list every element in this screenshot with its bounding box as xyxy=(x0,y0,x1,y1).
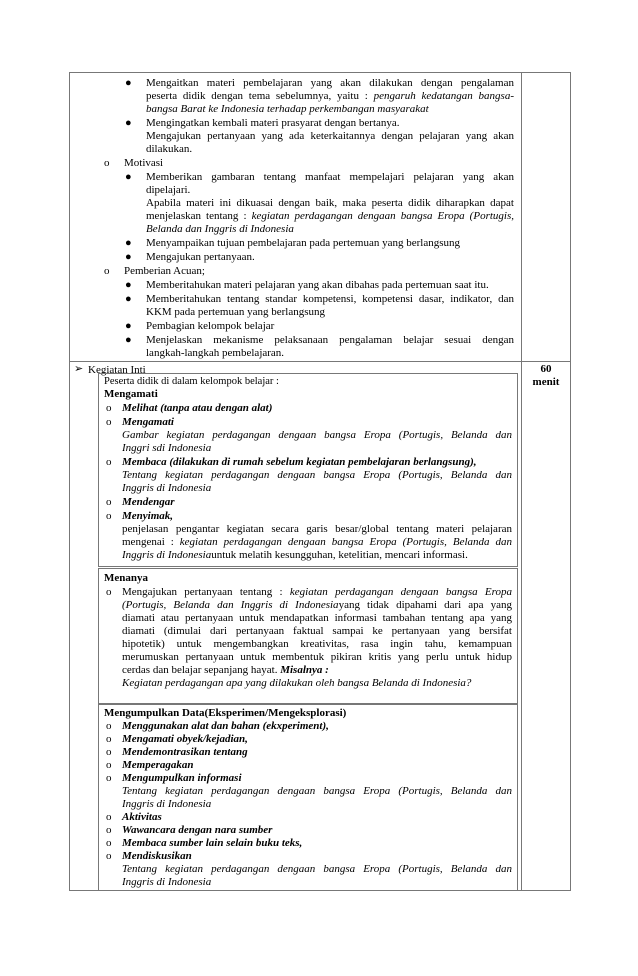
text-line: Belanda dan Inggris di Indonesia xyxy=(146,223,294,235)
text-line: Tentang kegiatan perdagangan dengaan bangsa Eropa (Portugis, Belanda dan xyxy=(122,863,512,875)
text-line: Mengajukan pertanyaan yang ada keterkaitannya dengan pelajaran yang akan xyxy=(146,130,514,142)
circle-bullet-icon: o xyxy=(106,772,112,784)
bullet-icon: ● xyxy=(125,251,132,263)
circle-bullet-icon: o xyxy=(106,837,112,849)
text-line: Inggri sdi Indonesia xyxy=(122,442,212,454)
text-line: Menjelaskan mekanisme pelaksanaan pengalaman belajar sesuai dengan xyxy=(146,334,514,346)
arrow-bullet-icon: ➢ xyxy=(74,363,84,375)
list-item: Mengumpulkan informasi xyxy=(122,772,242,784)
text-line: Memberitahukan tentang standar kompetensi, kompetensi dasar, indikator, dan xyxy=(146,293,514,305)
text-line: (Portugis, Belanda dan Inggris di Indonesiayang tidak dipahami dari apa yang xyxy=(122,599,512,611)
mengamati-title: Mengamati xyxy=(104,388,158,400)
circle-bullet-icon: o xyxy=(106,510,112,522)
menanya-title: Menanya xyxy=(104,572,148,584)
text-line: KKM pada pertemuan yang berlangsung xyxy=(146,306,326,318)
table-column-divider xyxy=(521,72,522,890)
circle-bullet-icon: o xyxy=(106,402,112,414)
text-line: diamati (dimulai dari pertanyaan faktual sampai ke pertanyaan yang bersifat xyxy=(122,625,512,637)
list-item: Mendemontrasikan tentang xyxy=(122,746,248,758)
text-line: Pembagian kelompok belajar xyxy=(146,320,275,332)
text-line: Mengajukan pertanyaan tentang : kegiatan perdagangan dengaan bangsa Eropa xyxy=(122,586,513,598)
text-line: Mengajukan pertanyaan. xyxy=(146,251,255,263)
text-line: Inggris di Indonesia xyxy=(122,482,212,494)
list-item: Mengamati obyek/kejadian, xyxy=(122,733,248,745)
circle-bullet-icon: o xyxy=(106,496,112,508)
list-item: Menggunakan alat dan bahan (ekxperiment), xyxy=(122,720,329,732)
bullet-icon: ● xyxy=(125,77,132,89)
circle-bullet-icon: o xyxy=(106,759,112,771)
circle-bullet-icon: o xyxy=(106,586,112,598)
intro-text: Peserta didik di dalam kelompok belajar : xyxy=(104,376,279,387)
text-line: mengenai : kegiatan perdagangan dengaan bangsa Eropa (Portugis, Belanda dan xyxy=(122,536,512,548)
text-line: Inggris di Indonesia xyxy=(122,798,212,810)
circle-bullet-icon: o xyxy=(106,824,112,836)
circle-bullet-icon: o xyxy=(104,157,110,169)
text-line: Gambar kegiatan perdagangan dengaan bangsa Eropa (Portugis, Belanda dan xyxy=(122,429,512,441)
circle-bullet-icon: o xyxy=(106,416,112,428)
list-item: Melihat (tanpa atau dengan alat) xyxy=(122,402,273,414)
text-line: Memberitahukan materi pelajaran yang akan dibahas pada pertemuan saat itu. xyxy=(146,279,489,291)
circle-bullet-icon: o xyxy=(106,850,112,862)
duration-value: 60 xyxy=(540,363,552,375)
bullet-icon: ● xyxy=(125,279,132,291)
bullet-icon: ● xyxy=(125,237,132,249)
circle-bullet-icon: o xyxy=(106,456,112,468)
text-line: dilakukan. xyxy=(146,143,193,155)
text-line: Inggris di Indonesia xyxy=(122,876,212,888)
list-item: Wawancara dengan nara sumber xyxy=(122,824,273,836)
text-line: Menyampaikan tujuan pembelajaran pada pertemuan yang berlangsung xyxy=(146,237,460,249)
text-line: menjelaskan tentang : kegiatan perdagangan dengaan bangsa Eropa (Portugis, xyxy=(146,210,514,222)
text-line: Memberikan gambaran tentang manfaat mempelajari pelajaran yang akan xyxy=(146,171,514,183)
list-item: Membaca (dilakukan di rumah sebelum kegiatan pembelajaran berlangsung), xyxy=(122,456,477,468)
data-collection-title: Mengumpulkan Data(Eksperimen/Mengeksplorasi) xyxy=(104,707,347,719)
text-line: cerdas dan belajar sepanjang hayat. Misalnya : xyxy=(122,664,329,676)
circle-bullet-icon: o xyxy=(104,265,110,277)
text-line: Inggris di Indonesiauntuk melatih kesungguhan, ketelitian, mencari informasi. xyxy=(122,549,468,561)
text-line: bangsa Barat ke Indonesia terhadap perkembangan masyarakat xyxy=(146,103,429,115)
list-item: Mengamati xyxy=(122,416,174,428)
text-line: dipelajari. xyxy=(146,184,191,196)
bullet-icon: ● xyxy=(125,171,132,183)
text-line: Tentang kegiatan perdagangan dengaan bangsa Eropa (Portugis, Belanda dan xyxy=(122,469,512,481)
list-item: Membaca sumber lain selain buku teks, xyxy=(122,837,303,849)
subheading: Pemberian Acuan; xyxy=(124,265,205,277)
text-line: Mengingatkan kembali materi prasyarat dengan bertanya. xyxy=(146,117,400,129)
text-line: langkah-langkah pembelajaran. xyxy=(146,347,285,359)
text-line: Tentang kegiatan perdagangan dengaan bangsa Eropa (Portugis, Belanda dan xyxy=(122,785,512,797)
list-item: Memperagakan xyxy=(122,759,194,771)
section-heading: Kegiatan Inti xyxy=(88,364,146,376)
text-line: diamati atau pertanyaan untuk mendapatkan informasi tambahan tentang apa yang xyxy=(122,612,512,624)
text-line: Mengaitkan materi pembelajaran yang akan dilakukan dengan pengalaman xyxy=(146,77,514,89)
circle-bullet-icon: o xyxy=(106,811,112,823)
table-row-divider xyxy=(69,361,570,362)
text-line: merumuskan pertanyaan untuk membentuk pikiran kritis yang perlu untuk hidup xyxy=(122,651,512,663)
list-item: Mendengar xyxy=(122,496,175,508)
bullet-icon: ● xyxy=(125,117,132,129)
text-line: Apabila materi ini dikuasai dengan baik, maka peserta didik diharapkan dapat xyxy=(146,197,514,209)
circle-bullet-icon: o xyxy=(106,720,112,732)
text-line: hipotetik) untuk mengembangkan kreativitas, rasa ingin tahu, kemampuan xyxy=(122,638,512,650)
text-line: peserta didik dengan tema sebelumnya, yaitu : pengaruh kedatangan bangsa- xyxy=(146,90,515,102)
list-item: Aktivitas xyxy=(122,811,162,823)
bullet-icon: ● xyxy=(125,320,132,332)
text-line: penjelasan pengantar kegiatan secara garis besar/global tentang materi pelajaran xyxy=(122,523,512,535)
duration-unit: menit xyxy=(532,376,560,388)
subheading: Motivasi xyxy=(124,157,164,169)
text-line: Kegiatan perdagangan apa yang dilakukan oleh bangsa Belanda di Indonesia? xyxy=(122,677,472,689)
circle-bullet-icon: o xyxy=(106,746,112,758)
list-item: Menyimak, xyxy=(122,510,174,522)
circle-bullet-icon: o xyxy=(106,733,112,745)
list-item: Mendiskusikan xyxy=(122,850,192,862)
bullet-icon: ● xyxy=(125,334,132,346)
bullet-icon: ● xyxy=(125,293,132,305)
